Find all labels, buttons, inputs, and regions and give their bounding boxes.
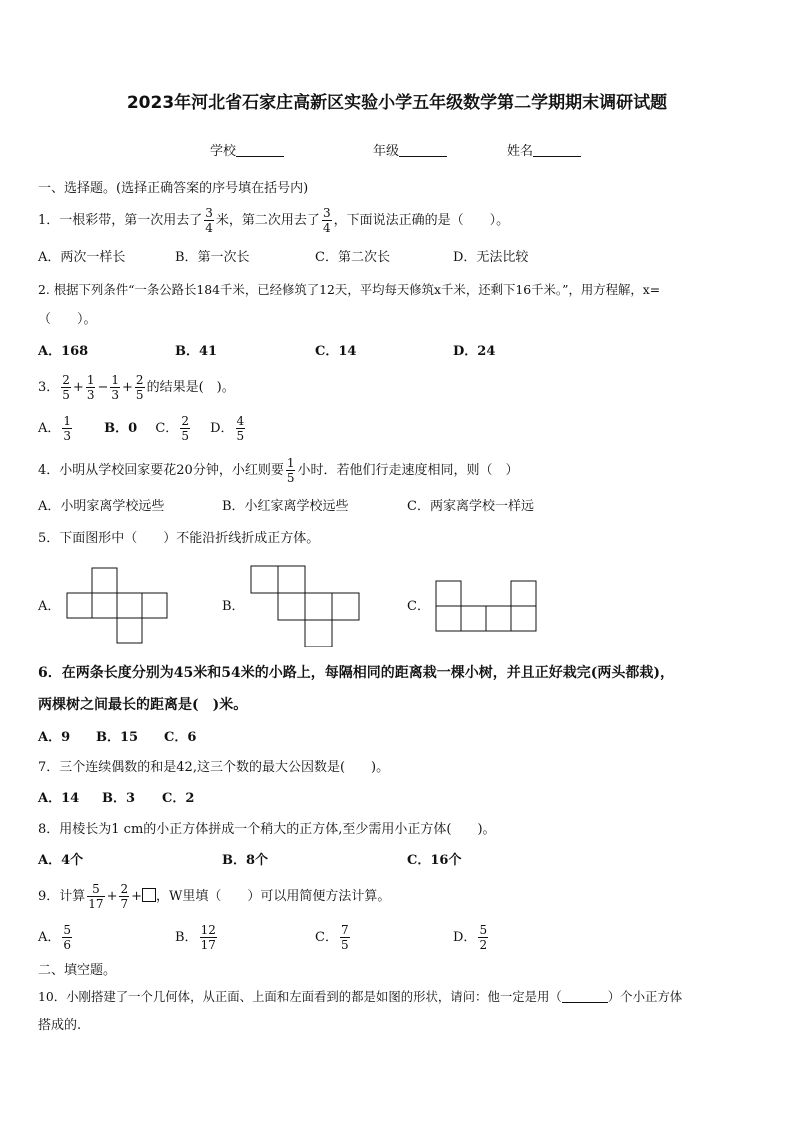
q3-option-a-fraction: $\frac{1}{3}$ [63,414,72,443]
section1-heading: 一、选择题。(选择正确答案的序号填在括号内) [38,181,309,196]
q6-option-b[interactable]: B．15 [96,730,139,745]
q3-number: 3． [38,380,60,395]
q7-option-b[interactable]: B．3 [102,791,136,806]
q3-text-tail: 的结果是( )。 [146,380,235,395]
grade-blank[interactable] [399,142,447,157]
q1-fraction-1: $\frac{3}{4}$ [205,206,213,235]
q3-operator-2: − [97,380,109,395]
q3-option-d[interactable]: D． $\frac{4}{5}$ [210,414,245,443]
q5-option-c-label[interactable]: C． [407,599,430,614]
q1-option-d[interactable]: D．无法比较 [453,250,529,265]
section2-heading: 二、填空题。 [38,963,117,978]
q8-option-a[interactable]: A．4个 [38,853,84,868]
q7-option-c[interactable]: C．2 [162,791,195,806]
question-2-line-1: 2. 根据下列条件“一条公路长184千米，已经修筑了12天，平均每天修筑x千米，还剩下16千米。”，用方程解，x= [38,282,661,297]
q3-options [38,411,247,447]
question-6-line-2: 两棵树之间最长的距离是( )米。 [38,697,248,713]
q2-option-a[interactable]: A．168 [38,344,89,359]
net-a-figure [66,567,172,647]
question-4 [38,454,518,488]
name-label: 姓名 [507,144,534,159]
q4-option-b[interactable]: B．小红家离学校远些 [222,499,349,514]
q1-text-1: 1．一根彩带，第一次用去了 [38,213,203,228]
q3-option-c-fraction: $\frac{2}{5}$ [181,414,189,443]
q9-text-2: ，W里填（ ）可以用简便方法计算。 [156,889,391,904]
question-7: 7．三个连续偶数的和是42,这三个数的最大公因数是( )。 [38,760,390,775]
q9-option-c[interactable]: C． $\frac{7}{5}$ [315,923,349,952]
q3-option-c[interactable]: C． $\frac{2}{5}$ [155,414,189,443]
school-label: 学校 [210,144,237,159]
q9-option-b[interactable]: B． $\frac{12}{17}$ [175,923,216,952]
q9-fraction-b: $\frac{2}{7}$ [120,882,129,911]
q9-option-a-fraction: $\frac{5}{6}$ [63,923,72,952]
school-blank[interactable] [236,142,284,157]
name-field[interactable] [507,140,581,159]
q10-text-1: 10．小刚搭建了一个几何体，从正面、上面和左面看到的都是如图的形状，请问：他一定是用（ [38,989,562,1004]
school-field[interactable] [210,140,284,159]
q9-option-a[interactable]: A． $\frac{5}{6}$ [38,923,72,952]
q5-option-a-label[interactable]: A． [38,599,61,614]
q1-text-3: ，下面说法正确的是（ ）。 [333,213,510,228]
question-10-line-1 [38,988,682,1006]
q3-fraction-b: $\frac{1}{3}$ [86,373,95,402]
question-1 [38,204,509,238]
question-2-line-2: （ ）。 [38,312,97,327]
q8-option-b[interactable]: B．8个 [222,853,269,868]
q1-option-c[interactable]: C．第二次长 [315,250,390,265]
q9-blank-box[interactable] [142,888,156,902]
q9-text-1: 9．计算 [38,889,86,904]
q4-text-1: 4．小明从学校回家要花20分钟，小红则要 [38,463,284,478]
q3-option-b[interactable]: B．0 [104,421,138,436]
q9-option-d-fraction: $\frac{5}{2}$ [479,923,488,952]
question-5: 5．下面图形中（ ）不能沿折线折成正方体。 [38,531,320,546]
q9-operator-2: + [131,889,143,904]
q3-fraction-c: $\frac{1}{3}$ [111,373,120,402]
question-3 [38,370,235,406]
q9-option-c-fraction: $\frac{7}{5}$ [340,923,349,952]
q7-option-a[interactable]: A．14 [38,791,80,806]
q10-answer-blank[interactable] [562,988,608,1003]
q3-option-d-fraction: $\frac{4}{5}$ [236,414,245,443]
net-b-figure [250,565,362,647]
question-10-line-2: 搭成的. [38,1018,82,1033]
q1-option-a[interactable]: A．两次一样长 [38,250,126,265]
question-6-line-1: 6．在两条长度分别为45米和54米的小路上，每隔相同的距离栽一棵小树，并且正好栽完(两头都栽)， [38,665,674,681]
q9-fraction-a: $\frac{5}{17}$ [88,882,104,911]
q6-option-a[interactable]: A．9 [38,730,71,745]
q3-operator-1: + [72,380,84,395]
q4-fraction: $\frac{1}{5}$ [286,456,295,485]
q9-operator-1: + [106,889,118,904]
q3-option-a[interactable]: A． $\frac{1}{3}$ [38,414,72,443]
q1-text-2: 米，第二次用去了 [215,213,320,228]
question-9 [38,879,390,915]
page-title: 2023年河北省石家庄高新区实验小学五年级数学第二学期期末调研试题 [126,93,668,113]
q1-fraction-2: $\frac{3}{4}$ [322,206,331,235]
q3-fraction-a: $\frac{2}{5}$ [62,373,70,402]
grade-label: 年级 [373,144,400,159]
q3-fraction-d: $\frac{2}{5}$ [135,373,144,402]
grade-field[interactable] [373,140,447,159]
q10-text-2: ）个小正方体 [607,989,683,1004]
q6-option-c[interactable]: C．6 [164,730,197,745]
q2-option-c[interactable]: C．14 [315,344,357,359]
name-blank[interactable] [533,142,581,157]
net-c-figure [435,580,537,634]
q2-option-d[interactable]: D．24 [453,344,496,359]
q4-option-a[interactable]: A．小明家离学校远些 [38,499,165,514]
q1-option-b[interactable]: B．第一次长 [175,250,250,265]
q8-option-c[interactable]: C．16个 [407,853,462,868]
q4-option-c[interactable]: C．两家离学校一样远 [407,499,534,514]
q2-option-b[interactable]: B．41 [175,344,218,359]
q5-option-b-label[interactable]: B． [222,599,245,614]
q4-text-2: 小时．若他们行走速度相同，则（ ） [297,463,519,478]
q3-operator-3: + [122,380,133,395]
q9-option-d[interactable]: D． $\frac{5}{2}$ [453,923,488,952]
question-8: 8．用棱长为1 cm的小正方体拼成一个稍大的正方体,至少需用小正方体( )。 [38,822,496,837]
q9-option-b-fraction: $\frac{12}{17}$ [200,923,216,952]
